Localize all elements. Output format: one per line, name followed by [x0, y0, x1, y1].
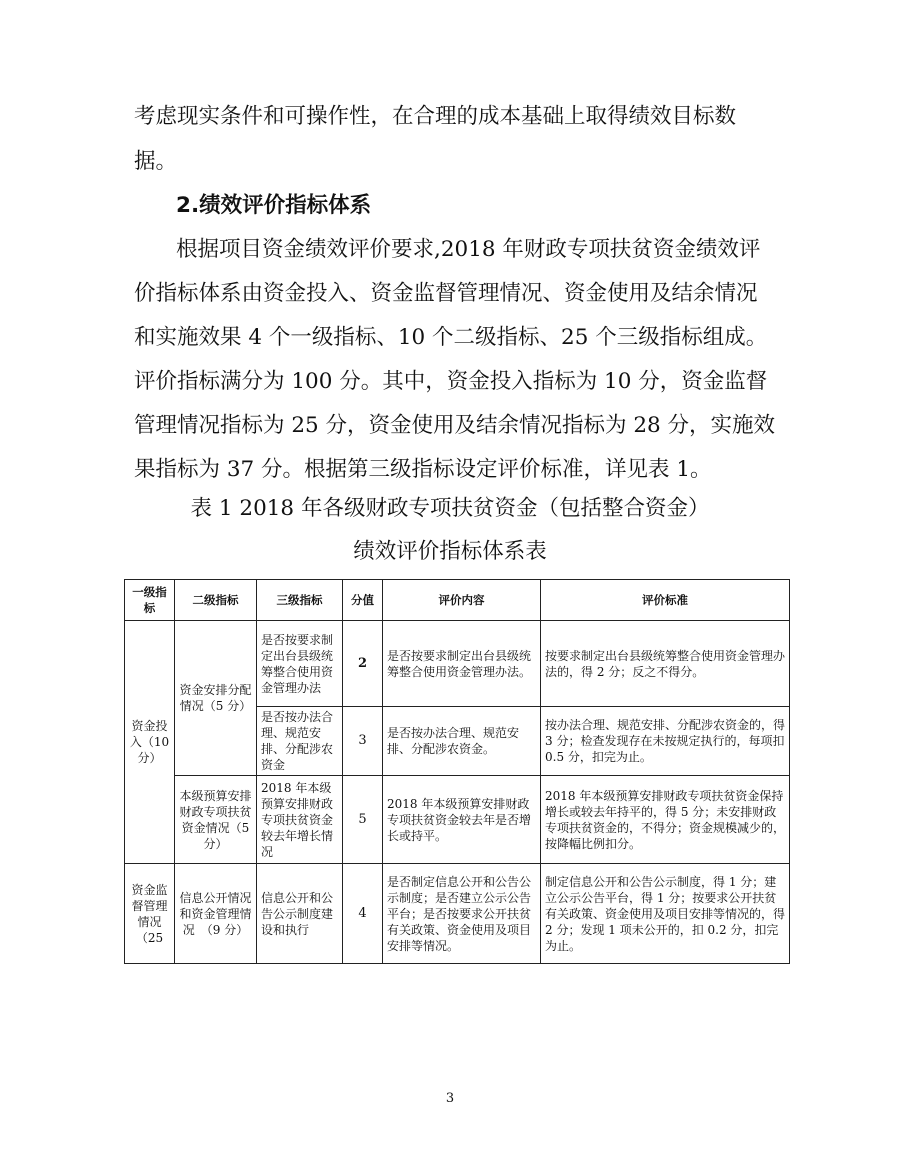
header-score: 分值	[343, 580, 383, 621]
section-heading: 2.绩效评价指标体系	[176, 193, 372, 218]
cell-score: 4	[343, 864, 383, 964]
table-row	[125, 864, 790, 964]
cell-level3: 是否按要求制定出台县级统筹整合使用资金管理办法	[257, 621, 343, 707]
cell-score: 5	[343, 776, 383, 864]
header-level2: 二级指标	[175, 580, 257, 621]
header-level1: 一级指标	[125, 580, 175, 621]
header-content: 评价内容	[383, 580, 541, 621]
cell-level3: 是否按办法合理、规范安排、分配涉农资金	[257, 707, 343, 776]
cell-level2: 信息公开情况和资金管理情况 （9 分）	[175, 864, 257, 964]
table-caption-line2: 绩效评价指标体系表	[353, 539, 547, 564]
cell-standard: 制定信息公开和公告公示制度，得 1 分；建立公示公告平台，得 1 分；按要求公开扶贫有关政策、资金使用及项目安排等情况的，得 2 分；发现 1 项未公开的，扣 0.2 分，扣完为止。	[541, 864, 790, 964]
cell-content: 是否制定信息公开和公告公示制度；是否建立公示公告平台；是否按要求公开扶贫有关政策、资金使用及项目安排等情况。	[383, 864, 541, 964]
paragraph-line: 根据项目资金绩效评价要求,2018 年财政专项扶贫资金绩效评	[176, 237, 761, 262]
cell-standard: 2018 年本级预算安排财政专项扶贫资金保持增长或较去年持平的，得 5 分；未安排财政专项扶贫资金的，不得分；资金规模减少的，按降幅比例扣分。	[541, 776, 790, 864]
cell-level3: 信息公开和公告公示制度建设和执行	[257, 864, 343, 964]
evaluation-indicator-table	[124, 579, 790, 964]
paragraph-line: 据。	[134, 149, 178, 174]
cell-level1: 资金投入（10 分）	[125, 621, 175, 864]
cell-content: 是否按要求制定出台县级统筹整合使用资金管理办法。	[383, 621, 541, 707]
header-standard: 评价标准	[541, 580, 790, 621]
paragraph-line: 评价指标满分为 100 分。其中，资金投入指标为 10 分，资金监督	[134, 369, 768, 394]
paragraph-line: 和实施效果 4 个一级指标、10 个二级指标、25 个三级指标组成。	[134, 325, 768, 350]
cell-level3: 2018 年本级预算安排财政专项扶贫资金较去年增长情况	[257, 776, 343, 864]
cell-level2: 资金安排分配情况（5 分）	[175, 621, 257, 776]
cell-level2: 本级预算安排财政专项扶贫资金情况（5 分）	[175, 776, 257, 864]
paragraph-line: 管理情况指标为 25 分，资金使用及结余情况指标为 28 分，实施效	[134, 413, 776, 438]
cell-content: 2018 年本级预算安排财政专项扶贫资金较去年是否增长或持平。	[383, 776, 541, 864]
paragraph-line: 价指标体系由资金投入、资金监督管理情况、资金使用及结余情况	[134, 281, 758, 306]
cell-standard: 按要求制定出台县级统筹整合使用资金管理办法的，得 2 分；反之不得分。	[541, 621, 790, 707]
paragraph-line: 考虑现实条件和可操作性，在合理的成本基础上取得绩效目标数	[134, 104, 737, 129]
page-number: 3	[445, 1091, 455, 1106]
table-row	[125, 621, 790, 707]
header-level3: 三级指标	[257, 580, 343, 621]
table-header-row	[125, 580, 790, 621]
cell-standard: 按办法合理、规范安排、分配涉农资金的，得 3 分；检查发现存在未按规定执行的，每项扣 0.5 分，扣完为止。	[541, 707, 790, 776]
paragraph-line: 果指标为 37 分。根据第三级指标设定评价标准，详见表 1。	[134, 457, 712, 482]
cell-score: 3	[343, 707, 383, 776]
cell-score: 2	[343, 621, 383, 707]
table-row	[125, 776, 790, 864]
cell-content: 是否按办法合理、规范安排、分配涉农资金。	[383, 707, 541, 776]
table-caption-line1: 表 1 2018 年各级财政专项扶贫资金（包括整合资金）	[190, 496, 710, 521]
cell-level1: 资金监督管理情况（25	[125, 864, 175, 964]
